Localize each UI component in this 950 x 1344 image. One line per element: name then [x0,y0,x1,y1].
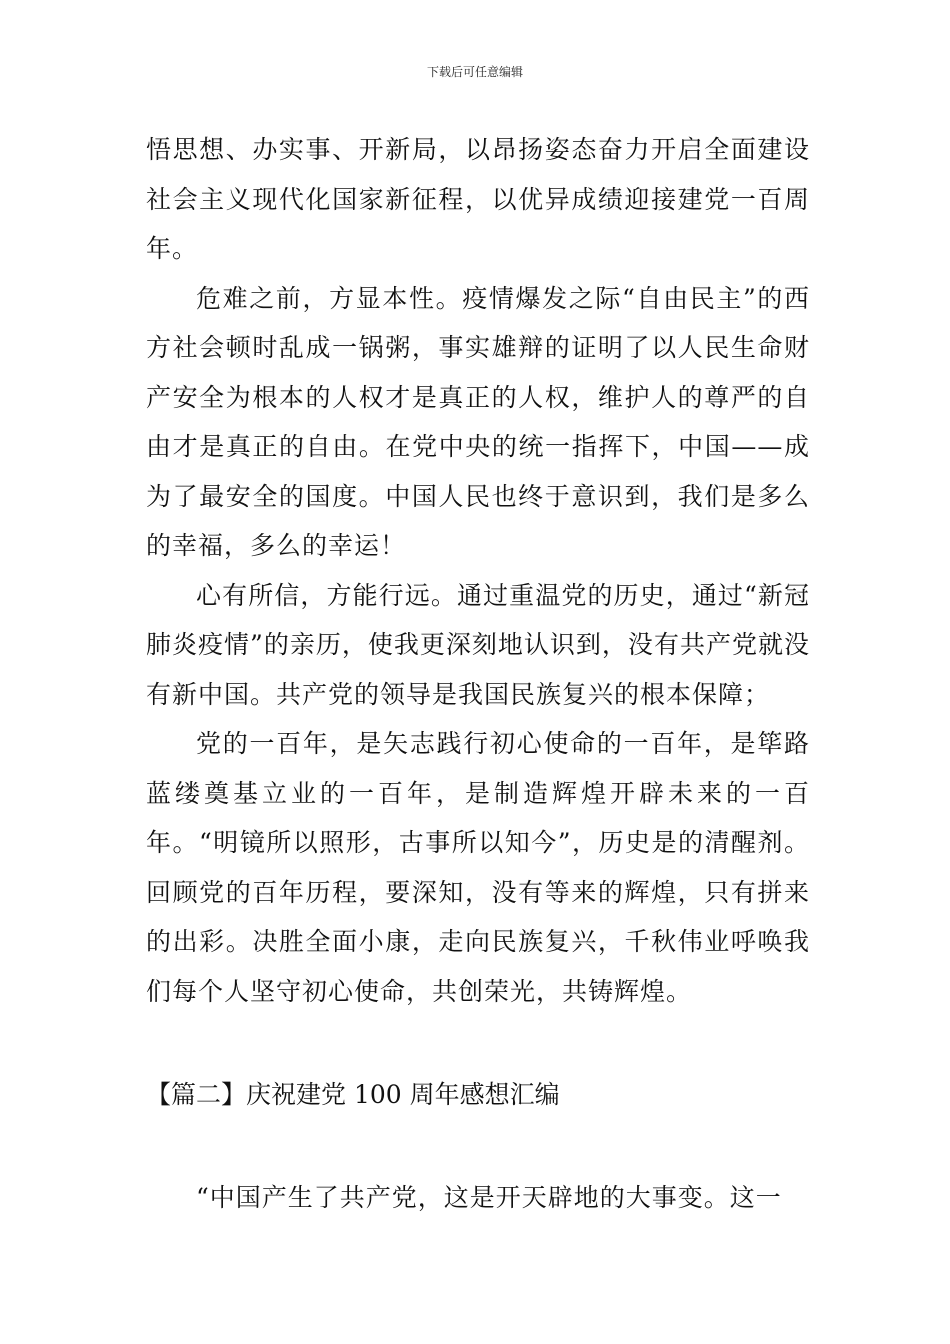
paragraph-1: 悟思想、办实事、开新局，以昂扬姿态奋力开启全面建设社会主义现代化国家新征程，以优异成绩迎接建党一百周年。 [146,135,810,263]
section-title: 【篇二】庆祝建党 100 周年感想汇编 [146,1080,560,1109]
section-first-line: “中国产生了共产党，这是开天辟地的大事变。这一 [196,1183,782,1212]
page-header-note: 下载后可任意编辑 [426,65,523,79]
paragraph-3: 心有所信，方能行远。通过重温党的历史，通过“新冠肺炎疫情”的亲历，使我更深刻地认识到，没有共产党就没有新中国。共产党的领导是我国民族复兴的根本保障； [146,580,810,709]
paragraph-2: 危难之前，方显本性。疫情爆发之际“自由民主”的西方社会顿时乱成一锅粥，事实雄辩的证明了以人民生命财产安全为根本的人权才是真正的人权，维护人的尊严的自由才是真正的自由。在党中央的统一指挥下，中国——成为了最安全的国度。中国人民也终于意识到，我们是多么的幸福，多么的幸运！ [146,283,810,560]
document-body [146,125,810,1016]
paragraph-4: 党的一百年，是矢志践行初心使命的一百年，是筚路蓝缕奠基立业的一百年，是制造辉煌开辟未来的一百年。“明镜所以照形，古事所以知今”，历史是的清醒剂。回顾党的百年历程，要深知，没有等来的辉煌，只有拼来的出彩。决胜全面小康，走向民族复兴，千秋伟业呼唤我们每个人坚守初心使命，共创荣光，共铸辉煌。 [146,729,810,1006]
